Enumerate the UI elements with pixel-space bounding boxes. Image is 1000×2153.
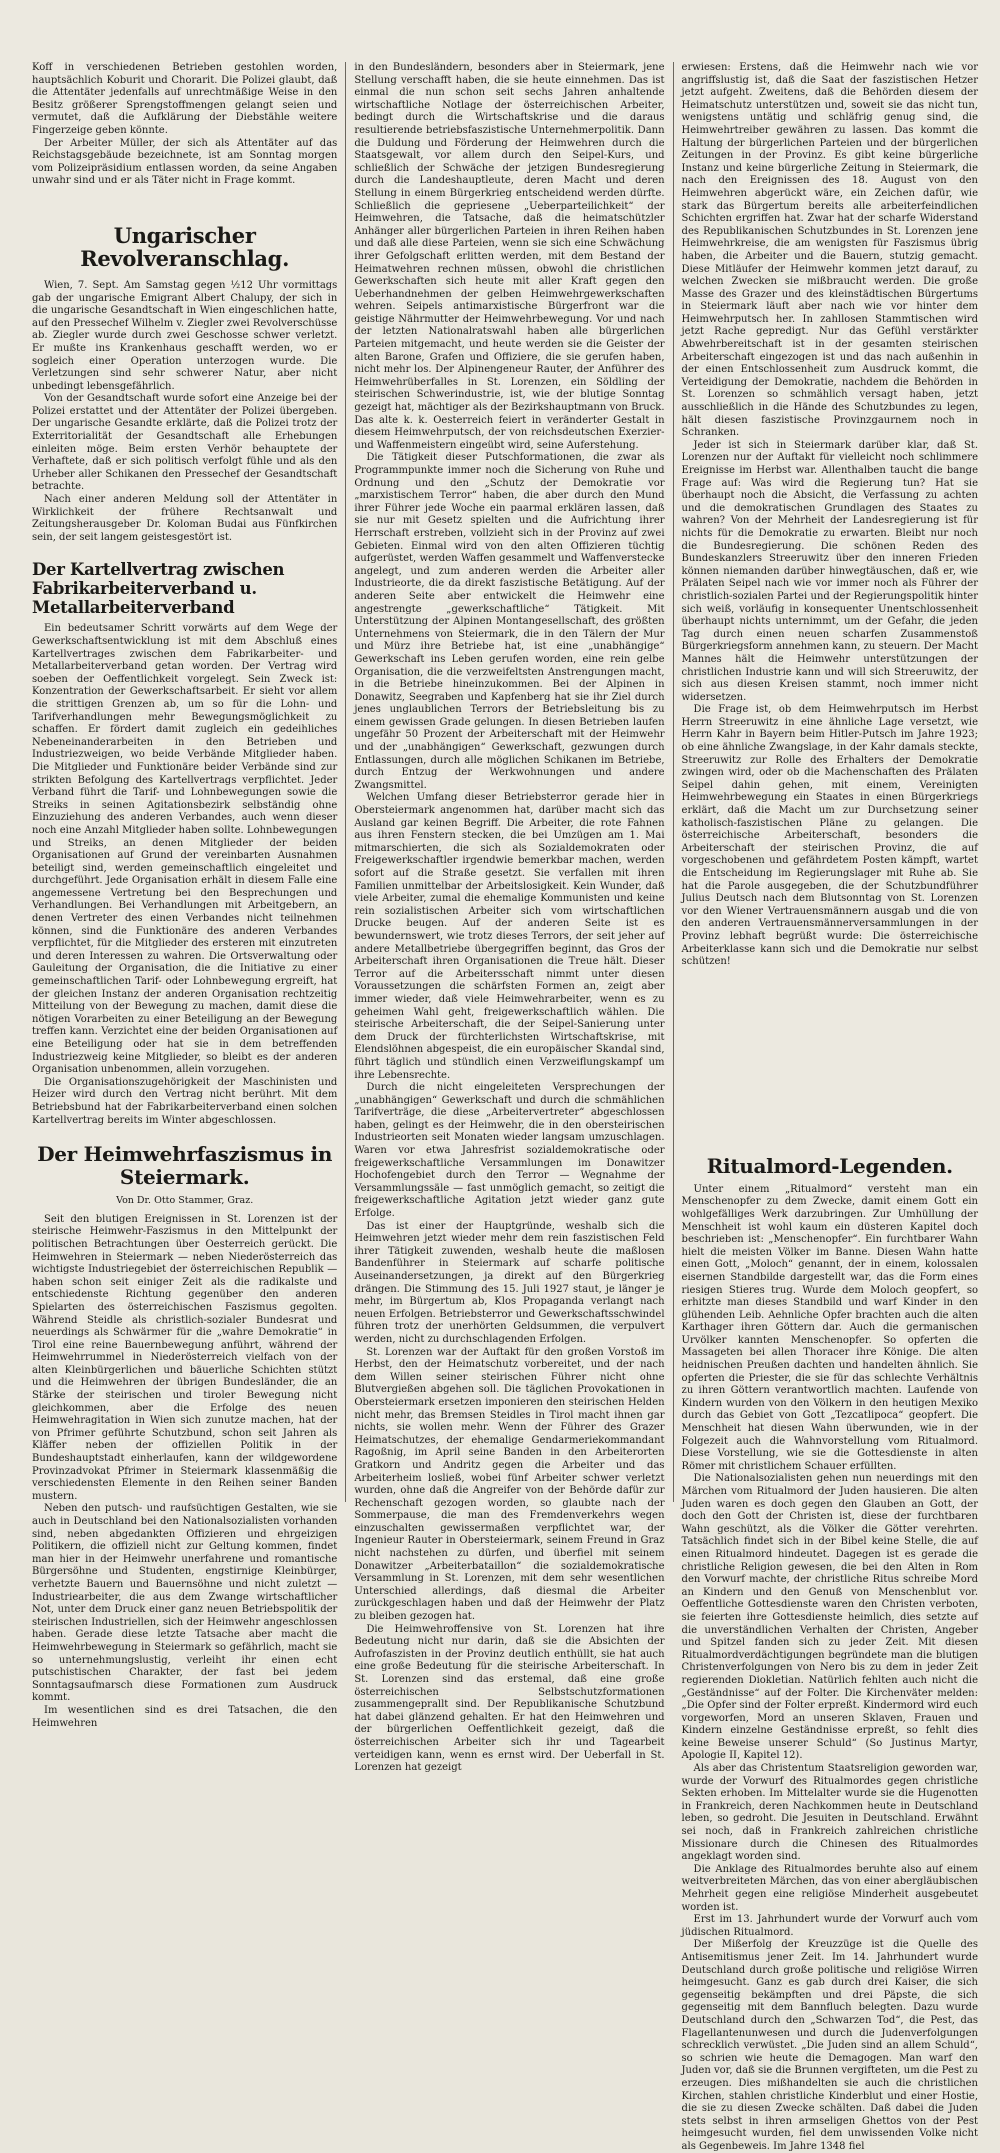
article-paragraph: Die Frage ist, ob dem Heimwehrputsch im Herbst Herrn Streeruwitz in eine ähnliche Lage versetzt, wie Herrn Kahr in Bayern beim Hitler-Putsch im Jahre 1923; ob eine ähnliche Zwangslage, in der Kahr damals steckte, Streeruwitz zur Rolle des Erhalters der Demokratie zwingen wird, oder ob die Machenschaften des Prälaten Seipel dahin gehen, mit einem, Vereinigten Heimwehrbewegung ein Staates in einen Bürgerkriegs erklärt, daß die Macht um zur Durchsetzung seiner katholisch-faszistischen Pläne zu gelangen. Die österreichische Arbeiterschaft, besonders die Arbeiterschaft der steirischen Provinz, die auf vorgeschobenen und gefährdetem Posten kämpft, wartet die Entscheidung im Regierungslager mit Ruhe ab. Sie hat die Parole ausgegeben, die der Schutzbundführer Julius Deutsch nach dem Blutsonntag von St. Lorenzen vor den Wiener Vertrauensmännern ausgab und die von den anderen Vertrauensmännerversammlungen in der Provinz lebhaft begrüßt wurde: Die österreichische Arbeiterklasse kann sich und die Demokratie nur selbst schützen!	[681, 704, 978, 968]
article-paragraph: Als aber das Christentum Staatsreligion geworden war, wurde der Vorwurf des Ritualmordes gegen christliche Sekten erhoben. Im Mittelalter wurde sie die Hugenotten in Frankreich, deren Nachkommen heute in Deutschland leben, so gedroht. Die Jesuiten in Deutschland. Erwähnt sei noch, daß in Frankreich zahlreichen christliche Missionare durch die Chinesen des Ritualmordes angeklagt worden sind.	[681, 1763, 978, 1863]
headline-revolveranschlag: Ungarischer Revolveranschlag.	[80, 222, 290, 271]
article-paragraph: Das ist einer der Hauptgründe, weshalb sich die Heimwehren jetzt wieder mehr dem rein faszistischen Feld ihrer Tätigkeit zuwenden, weshalb heute die maßlosen Bandenführer in Steiermark auf scharfe politische Auseinandersetzungen, ja direkt auf den Bürgerkrieg drängen. Die Stimmung des 15. Juli 1927 staut, je länger je mehr, im Bürgertum ab, Klos Propaganda verlangt nach neuen Erfolgen. Betriebsterror und Gewerkschaftsschwindel führen trotz der unerhörten Geldsummen, die verpulvert werden, nicht zu durchschlagenden Erfolgen.	[354, 1220, 665, 1345]
article-paragraph: Die Heimwehroffensive von St. Lorenzen hat ihre Bedeutung nicht nur darin, daß sie die Absichten der Aufrofaszisten in der Provinz deutlich enthüllt, sie hat auch eine große Bedeutung für die steirische Arbeiterschaft. In St. Lorenzen sind das erstemal, daß eine große österreichischen Selbstschutzformationen zusammengeprallt sind. Der Republikanische Schutzbund hat dabei glänzend gehalten. Er hat den Heimwehren und der bürgerlichen Oeffentlichkeit gezeigt, daß die österreichischen Arbeiter sich ihr und Tagearbeit verteidigen kann, wenn es ernst wird. Der Ueberfall in St. Lorenzen hat gezeigt	[354, 1623, 665, 1774]
article-paragraph: Im wesentlichen sind es drei Tatsachen, die den Heimwehren	[32, 1704, 338, 1729]
article-paragraph: Die Nationalsozialisten gehen nun neuerdings mit den Märchen vom Ritualmord der Juden hausieren. Die alten Juden waren es doch gegen den Glauben an Gott, der doch den Gott der Christen ist, diese der furchtbaren Wahn geschützt, als die Völker die Götter verehrten. Tatsächlich findet sich in der Bibel keine Stelle, die auf einen Ritualmord hindeutet. Dagegen ist es gerade die christliche Religion gewesen, die bei den Alten in Rom den Vorwurf machte, der christliche Ritus schreibe Mord an Kindern und den Genuß von Menschenblut vor. Oeffentliche Gottesdienste waren den Christen verboten, sie feierten ihre Gottesdienste heimlich, dies setzte auf die unverständlichen Verhalten der Christen, Angeber und Spitzel fanden sich zu jeder Zeit. Mit diesen Ritualmordverdächtigungen begründete man die blutigen Christenverfolgungen von Nero bis zu dem in jeder Zeit regierenden Diokletian. Natürlich fehlten auch nicht die „Geständnisse“ auf der Folter. Die Kirchenväter melden: „Die Opfer sind der Folter erpreßt. Kindermord wird euch vorgeworfen, Mord an unseren Sklaven, Frauen und Kindern einzelne Geständnisse erpreßt, so fehlt dies keine Beweise unserer Schuld“ (So Justinus Martyr, Apologie II, Kapitel 12).	[681, 1473, 978, 1762]
article-paragraph: Erst im 13. Jahrhundert wurde der Vorwurf auch vom jüdischen Ritualmord.	[681, 1914, 978, 1938]
column-right	[673, 62, 986, 2152]
article-paragraph: in den Bundesländern, besonders aber in Steiermark, jene Stellung verschafft haben, die sie heute einnehmen. Das ist einmal die nun schon seit sechs Jahren anhaltende wirtschaftliche Notlage der österreichischen Arbeiter, bedingt durch die Wirtschaftskrise und die daraus resultierende betriebsfaszistische Unternehmerpolitik. Dann die Duldung und Förderung der Heimwehren durch die Staatsgewalt, vor allem durch den Seipel-Kurs, und schließlich der Schwäche der jetzigen Bundesregierung durch die Landeshauptleute, deren Macht und deren Stellung in einem Bürgerkrieg entscheidend werden dürfte. Schließlich die gepriesene „Ueberparteilichkeit“ der Heimwehren, die Tatsache, daß die heimatschützler Anhänger aller bürgerlichen Parteien in ihren Reihen haben und daß alle diese Parteien, wenn sie sich eine Schwächung ihrer Gefolgschaft erlitten werden, mit dem Bestand der Heimatwehren rechnen müssen, obwohl die christlichen Gewerkschaften sich heute mit aller Kraft gegen den Ueberhandnehmen der gelben Heimwehrgewerkschaften wehren. Seipels antimarxistische Bürgerfront war die geistige Nährmutter der Heimwehrbewegung. Vor und nach der letzten Nationalratswahl haben alle bürgerlichen Parteien mitgemacht, und heute werden sie die Geister der alten Barone, Grafen und Offiziere, die sie gerufen haben, nicht mehr los. Der Alpinengeneur Rauter, der Anführer des Heimwehrüberfalles in St. Lorenzen, ein Söldling der steirischen Schwerindustrie, ist, wie der blutige Sonntag gezeigt hat, mächtiger als der Bezirkshauptmann von Bruck. Das alte k. k. Oesterreich feiert in veränderter Gestalt in diesem Heimwehrputsch, der von reichsdeutschen Exerzier- und Waffenmeistern eingeübt wird, seine Auferstehung.	[354, 62, 665, 451]
article-paragraph: Durch die nicht eingeleiteten Versprechungen der „unabhängigen“ Gewerkschaft und durch die schmählichen Tarifverträge, die diese „Arbeitervertreter“ abgeschlossen haben, gelingt es der Heimwehr, die in den obersteirischen Industrieorten seit Monaten wieder langsam umzuschlagen. Waren vor etwa Jahresfrist sozialdemokratische oder freigewerkschaftliche Versammlungen im Donawitzer Hochofengebiet durch den Terror — Wegnahme der Versammlungssäle — fast unmöglich gemacht, so zeitigt die freigewerkschaftliche Agitation jetzt wieder ganz gute Erfolge.	[354, 1082, 665, 1220]
article-paragraph: Der Mißerfolg der Kreuzzüge ist die Quelle des Antisemitismus jener Zeit. Im 14. Jahrhundert wurde Deutschland durch große politische und religiöse Wirren heimgesucht. Ganz es gab durch drei Kaiser, die sich gegenseitig bekämpften und drei Päpste, die sich gegenseitig mit dem Bannfluch belegten. Dazu wurde Deutschland durch den „Schwarzen Tod“, die Pest, das Flagellantenunwesen und durch die Judenverfolgungen schrecklich verwüstet. „Die Juden sind an allem Schuld“, so schrien wie heute die Demagogen. Man warf den Juden vor, daß sie die Brunnen vergifteten, um die Pest zu erzeugen. Dies mißhandelten sie auch die christlichen Kirchen, stahlen christliche Kinderblut und einer Hostie, die sie zu diesen Zwecke schälten. Daß dabei die Juden stets selbst in ihren armseligen Ghettos von der Pest heimgesucht wurden, fiel dem unwissenden Volke nicht als Gegenbeweis. Im Jahre 1348 fiel	[681, 1939, 978, 2152]
column-middle	[345, 62, 672, 1774]
article-paragraph: erwiesen: Erstens, daß die Heimwehr nach wie vor angriffslustig ist, daß die Saat der faszistischen Hetzer jetzt aufgeht. Zweitens, daß die Behörden diesem der Heimatschutz unterstützen und, soweit sie das nicht tun, wenigstens untätig und schläfrig genug sind, die Heimwehrtreiber gewähren zu lassen. Das kommt die Haltung der bürgerlichen Parteien und der bürgerlichen Zeitungen in der Provinz. Es gibt keine bürgerliche Instanz und keine bürgerliche Zeitung in Steiermark, die nach den Ereignissen des 18. August von den Heimwehren abgerückt wäre, ein Zeichen dafür, wie stark das Bürgertum bereits alle arbeiterfeindlichen Schichten ergriffen hat. Zwar hat der scharfe Widerstand des Republikanischen Schutzbundes in St. Lorenzen jene Heimwehrkreise, die am wenigsten für Faszismus übrig haben, die Arbeiter und die Bauern, stutzig gemacht. Diese Mitläufer der Heimwehr kommen jetzt darauf, zu welchen Zwecken sie mißbraucht werden. Die große Masse des Grazer und des kleinstädtischen Bürgertums in Steiermark läuft aber nach wie vor hinter dem Heimwehrputsch her. In zahllosen Stammtischen wird jetzt Rache gepredigt. Nur das Gefühl verstärkter Abwehrbereitschaft ist in der gesamten steirischen Arbeiterschaft eingezogen ist und das nach außenhin in der einen Entschlossenheit zum Ausdruck kommt, die Verteidigung der Demokratie, nachdem die Behörden in St. Lorenzen so schmählich versagt haben, jetzt ausschließlich in die Hände des Schutzbundes zu legen, hält diesen faszistische Provinzgaurnem noch in Schranken.	[681, 62, 978, 439]
byline: Von Dr. Otto Stammer, Graz.	[116, 1195, 254, 1207]
article-paragraph: Die Anklage des Ritualmordes beruhte also auf einem weitverbreiteten Märchen, das von einer abergläubischen Mehrheit gegen eine religiöse Minderheit ausgebeutet worden ist.	[681, 1863, 978, 1913]
intro-paragraph: Koff in verschiedenen Betrieben gestohlen worden, hauptsächlich Koburit und Chorarit. Die Polizei glaubt, daß die Attentäter jedenfalls auf unrechtmäßige Weise in den Besitz größerer Sprengstoffmengen gelangt seien und vermutet, daß die Aufklärung der Diebstähle weitere Fingerzeige geben könnte.	[32, 62, 338, 136]
column-gap	[682, 969, 978, 1139]
article-paragraph: Die Tätigkeit dieser Putschformationen, die zwar als Programmpunkte immer noch die Sicherung von Ruhe und Ordnung und den „Schutz der Demokratie vor „marxistischem Terror“ haben, die aber durch den Mund ihrer Führer jede Woche ein paarmal erklären lassen, daß sie nur mit Gesetz spielten und die Aufrichtung ihrer Herrschaft erstreben, vollzieht sich in der Provinz auf zwei Gebieten. Einmal wird von den alten Offizieren tüchtig aufgerüstet, werden Waffen gesammelt und Waffenverstecke angelegt, und zum anderen werden die Arbeiter aller Industrieorte, die da direkt faszistische Betätigung. Auf der anderen Seite aber entwickelt die Heimwehr eine angestrengte „gewerkschaftliche“ Tätigkeit. Mit Unterstützung der Alpinen Montangesellschaft, des größten Unternehmens von Steiermark, die in den Tälern der Mur und Mürz ihre Betriebe hat, ist eine „unabhängige“ Gewerkschaft ins Leben gerufen worden, eine rein gelbe Organisation, die die verzweifeltsten Anstrengungen macht, in die Betriebe hineinzukommen. Bei der Alpinen in Donawitz, Seegraben und Kapfenberg hat sie ihr Ziel durch jenes unglaublichen Terrors der Betriebsleitung bis zu einem gewissen Grade gelungen. In diesen Betrieben laufen ungefähr 50 Prozent der Arbeiterschaft mit der Heimwehr und der „unabhängigen“ Gewerkschaft, gezwungen durch Entlassungen, durch alle möglichen Schikanen im Betriebe, durch Entzug der Werkwohnungen und andere Zwangsmittel.	[354, 452, 665, 791]
article-paragraph: Unter einem „Ritualmord“ versteht man ein Menschenopfer zu dem Zwecke, damit einem Gott ein wohlgefälliges Werk darzubringen. Zur Umhüllung der Menschheit ist wohl kaum ein düsteren Kapitel doch beschrieben ist: „Menschenopfer“. Ein furchtbarer Wahn hielt die meisten Völker im Banne. Diesen Wahn hatte einen Gott, „Moloch“ genannt, der in einem, kolossalen eisernen Standbilde dargestellt war, das die Form eines riesigen Stieres trug. Wurde dem Moloch geopfert, so erhitzte man dieses Standbild und warf Kinder in den glühenden Leib. Aehnliche Opfer brachten auch die alten Karthager ihren Göttern dar. Auch die germanischen Urvölker kannten Menschenopfer. So opferten die Massageten bei allen Thoracer ihre Könige. Die alten heidnischen Preußen dachten und handelten ähnlich. Sie opferten die Priester, die sie für das schlechte Verhältnis zu ihren Göttern verantwortlich machten. Laufende von Kindern wurden von den Völkern in den heutigen Mexiko durch das Gebiet von Gott „Tezcatlipoca“ geopfert. Die Menschheit hat diesen Wahn überwunden, wie in der Folgezeit auch die Wahnvorstellung vom Ritualmord. Diese Vorstellung, wie sie die Gottesdienste in alten Römer mit christlichem Schauer erfüllten.	[681, 1183, 978, 1472]
article-paragraph: Welchen Umfang dieser Betriebsterror gerade hier in Obersteiermark angenommen hat, darüber macht sich das Ausland gar keinen Begriff. Die Arbeiter, die rote Fahnen aus ihren Fenstern stecken, die bei Umzügen am 1. Mai mitmarschierten, die sich als Sozialdemokraten oder Freigewerkschaftler irgendwie bemerkbar machen, werden sofort auf die Straße gesetzt. Sie verfallen mit ihren Familien unmittelbar der Arbeitslosigkeit. Kein Wunder, daß viele Arbeiter, zumal die ehemalige Kommunisten und keine rein sozialistischen Arbeiter sich vom wirtschaftlichen Drucke beugen. Auf der anderen Seite ist es bewundernswert, wie trotz dieses Terrors, der seit jeher auf andere Metallbetriebe übergegriffen beginnt, das Gros der Arbeiterschaft ihren Organisationen die Treue hält. Dieser Terror auf die Arbeitersschaft nimmt unter diesen Voraussetzungen die schärfsten Formen an, zeigt aber immer wieder, daß viele Heimwehrarbeiter, wenn es zu geheimen Wahl geht, freigewerkschaftlich wählen. Die steirische Arbeiterschaft, die der Seipel-Sanierung unter dem Druck der fürchterlichsten Wirtschaftskrise, mit Elendslöhnen abgespeist, die ein europäischer Skandal sind, führt täglich und stündlich einen Verzweiflungskampf um ihre Lebensrechte.	[354, 792, 665, 1081]
column-layout	[24, 62, 986, 2152]
headline-ritualmord: Ritualmord-Legenden.	[706, 1153, 953, 1178]
article-paragraph: Jeder ist sich in Steiermark darüber klar, daß St. Lorenzen nur der Auftakt für vielleicht noch schlimmere Ereignisse im Herbst war. Allenthalben taucht die bange Frage auf: Was wird die Regierung tun? Hat sie überhaupt noch die Absicht, die Verfassung zu achten und die demokratischen Grundlagen des Staates zu wahren? Von der Mehrheit der Landesregierung ist für nichts für die Demokratie zu erwarten. Bleibt nur noch die Bundesregierung. Die schönen Reden des Bundeskanzlers Streeruwitz über den inneren Frieden können niemanden darüber hinwegtäuschen, daß er, wie Prälaten Seipel nach wie vor immer noch als Führer der christlich-sozialen Partei und der Regierungspolitik hinter sich weiß, vorläufig in konsequenter Unentschlossenheit überhaupt nichts unternimmt, um der Gefahr, die jeden Tag durch einen neuen scharfen Zusammenstoß Bürgerkriegsform annehmen kann, zu steuern. Der Macht Mannes hält die Heimwehr unterstützungen der christlichen Industrie kann und will sich Streeruwitz, der sich aus diesen Kreisen stammt, noch immer nicht widersetzen.	[681, 439, 978, 703]
article-paragraph: St. Lorenzen war der Auftakt für den großen Vorstoß im Herbst, den der Heimatschutz vorbereitet, und der nach dem Willen seiner steirischen Führer nicht ohne Blutvergießen abgehen soll. Die täglichen Provokationen in Obersteiermark ersetzen imponieren den steirischen Helden nicht mehr, das Bremsen Steidles in Tirol macht ihnen gar nichts, sie wollen mehr. Wenn der Führer des Grazer Heimatschutzes, der ehemalige Gendarmeriekommandant Ragoßnig, im April seine Banden in den Arbeiterorten Gratkorn und Andritz gegen die Arbeiter und das Arbeiterheim losließ, wobei fünf Arbeiter schwer verletzt wurden, ohne daß die Angreifer von der Behörde dafür zur Rechenschaft gezogen worden, so glaubte nach der Sommerpause, die man des Fremdenverkehrs wegen einzuschalten gewissermaßen verpflichtet war, der Ingenieur Rauter in Obersteiermark, seinem Freund in Graz nicht nachstehen zu dürfen, und überfiel mit seinem Donawitzer „Arbeiterbataillon“ die sozialdemokratische Versammlung in St. Lorenzen, mit dem sehr wesentlichen Unterschied allerdings, daß diesmal die Arbeiter zurückgeschlagen haben und daß der Heimwehr der Platz zu bleiben gezogen hat.	[354, 1346, 665, 1623]
column-left	[24, 62, 345, 1729]
article-paragraph: Die Organisationszugehörigkeit der Maschinisten und Heizer wird durch den Vertrag nicht berührt. Mit dem Betriebsbund hat der Fabrikarbeiterverband einen solchen Kartellvertrag bereits im Winter abgeschlossen.	[32, 1076, 338, 1126]
article-paragraph: Wien, 7. Sept. Am Samstag gegen ½12 Uhr vormittags gab der ungarische Emigrant Albert Chalupy, der sich in die ungarische Gesandtschaft in Wien eingeschlichen hatte, auf den Pressechef Wilhelm v. Ziegler zwei Revolverschüsse ab. Ziegler wurde durch zwei Geschosse schwer verletzt. Er mußte ins Krankenhaus geschafft werden, wo er sogleich einer Operation unterzogen wurde. Die Verletzungen sind sehr schwerer Natur, aber nicht unbedingt lebensgefährlich.	[32, 279, 338, 392]
article-paragraph: Seit den blutigen Ereignissen in St. Lorenzen ist der steirische Heimwehr-Faszismus in den Mittelpunkt der politischen Betrachtungen über Oesterreich gerückt. Die Heimwehren in Steiermark — neben Niederösterreich das wichtigste Industriegebiet der österreichischen Republik — haben schon seit einiger Zeit als die radikalste und entschiedenste Richtung gegenüber den anderen Spielarten des österreichischen Faszismus gegolten. Während Steidle als christlich-sozialer Bundesrat und neuerdings als Schwärmer für die „wahre Demokratie“ in Tirol eine reine Bauernbewegung anführt, während der Heimwehrrummel in Niederösterreich vielfach von der alten Kleinbürgerlichen und bäuerliche Schichten stützt und die Heimwehren der übrigen Bundesländer, die an Stärke der steirischen und tiroler Bewegung nicht gleichkommen, aber die Erfolge des neuen Heimwehragitation in Wien sich zunutze machen, hat der von Pfrimer geführte Schutzbund, schon seit Jahren als Kläffer neben der offiziellen Politik in der Bundeshauptstadt einherlaufen, kann der wildgewordene Provinzadvokat Pfrimer in Steiermark klassenmäßig die verschiedensten Elemente in den Reihen seiner Banden mustern.	[32, 1213, 338, 1502]
intro-paragraph: Der Arbeiter Müller, der sich als Attentäter auf das Reichstagsgebäude bezeichnete, ist am Sonntag morgen vom Polizeipräsidium entlassen worden, da seine Angaben unwahr sind und er als Täter nicht in Frage kommt.	[32, 137, 338, 187]
article-paragraph: Von der Gesandtschaft wurde sofort eine Anzeige bei der Polizei erstattet und der Attentäter der Polizei übergeben. Der ungarische Gesandte erklärte, daß die Polizei trotz der Exterritorialität der Gesandtschaft alle Erhebungen einleiten möge. Beim ersten Verhör behauptete der Verhaftete, daß er sich politisch verfolgt fühle und als den Urheber aller Schikanen den Pressechef der Gesandtschaft betrachte.	[32, 393, 338, 493]
article-paragraph: Neben den putsch- und raufsüchtigen Gestalten, wie sie auch in Deutschland bei den Nationalsozialisten vorhanden sind, neben abgedankten Offizieren und ehrgeizigen Politikern, die offiziell nicht zur Geltung kommen, findet man hier in der Heimwehr unerfahrene und romantische Bürgersöhne und Studenten, engstirnige Kleinbürger, verhetzte Bauern und Bauernsöhne und nicht zuletzt — Industriearbeiter, die aus dem Zwange wirtschaftlicher Not, unter dem Druck einer ganz neuen Betriebspolitik der steirischen Industriellen, sich der Heimwehr angeschlossen haben. Gerade diese letzte Tatsache aber macht die Heimwehrbewegung in Steiermark so gefährlich, macht sie so unternehmungslustig, verleiht ihr einen echt putschistischen Charakter, der fast bei jedem Sonntagsaufmarsch diese Formationen zum Ausdruck kommt.	[32, 1503, 338, 1704]
headline-kartellvertrag: Der Kartellvertrag zwischen Fabrikarbeiterverband u. Metallarbeiterverband	[32, 560, 285, 618]
headline-heimwehrfaszismus: Der Heimwehrfaszismus in Steiermark.	[37, 1142, 333, 1190]
article-paragraph: Ein bedeutsamer Schritt vorwärts auf dem Wege der Gewerkschaftsentwicklung ist mit dem Abschluß eines Kartellvertrages zwischen dem Fabrikarbeiter- und Metallarbeiterverband getan worden. Der Vertrag wird soeben der Oeffentlichkeit vorgelegt. Sein Zweck ist: Konzentration der Gewerkschaftsarbeit. Er sieht vor allem die strittigen Grenzen ab, um so für die Lohn- und Tarifverhandlungen mehr Bewegungsmöglichkeit zu schaffen. Er fördert damit zugleich ein gedeihliches Nebeneinanderarbeiten in den Betrieben und Industriezweigen, wo beide Verbände Mitglieder haben. Die Mitglieder und Funktionäre beider Verbände sind zur strikten Befolgung des Kartellvertrags verpflichtet. Jeder Verband führt die Tarif- und Lohnbewegungen sowie die Streiks in seinen Agitationsbezirk selbständig ohne Einzuziehung des anderen Verbandes, auch wenn dieser noch eine Anzahl Mitglieder haben sollte. Lohnbewegungen und Streiks, an denen Mitglieder der beiden Organisationen auf Grund der vereinbarten Ausnahmen beteiligt sind, werden gemeinschaftlich eingeleitet und durchgeführt. Jede Organisation erhält in diesem Falle eine angemessene Vertretung bei den Besprechungen und Verhandlungen. Bei Verhandlungen mit Arbeitgebern, an denen Vertreter des einen Verbandes nicht teilnehmen können, sind die Funktionäre des anderen Verbandes verpflichtet, für die Mitglieder des ersteren mit einzutreten und deren Interessen zu wahren. Die Ortsverwaltung oder Gauleitung der Organisation, die die Initiative zu einer gemeinschaftlichen Tarif- oder Lohnbewegung ergreift, hat der gleichen Instanz der anderen Organisation rechtzeitig Mitteilung von der Bewegung zu machen, damit diese die nötigen Vorarbeiten zu einer Beteiligung an der Bewegung treffen kann. Verzichtet eine der beiden Organisationen auf eine Beteiligung oder hat sie in dem betreffenden Industriezweig keine Mitglieder, so bleibt es der anderen Organisation unbenommen, allein vorzugehen.	[32, 623, 338, 1076]
article-paragraph: Nach einer anderen Meldung soll der Attentäter in Wirklichkeit der frühere Rechtsanwalt und Zeitungsherausgeber Dr. Koloman Budai aus Fünfkirchen sein, der seit langem geistesgestört ist.	[32, 494, 338, 543]
